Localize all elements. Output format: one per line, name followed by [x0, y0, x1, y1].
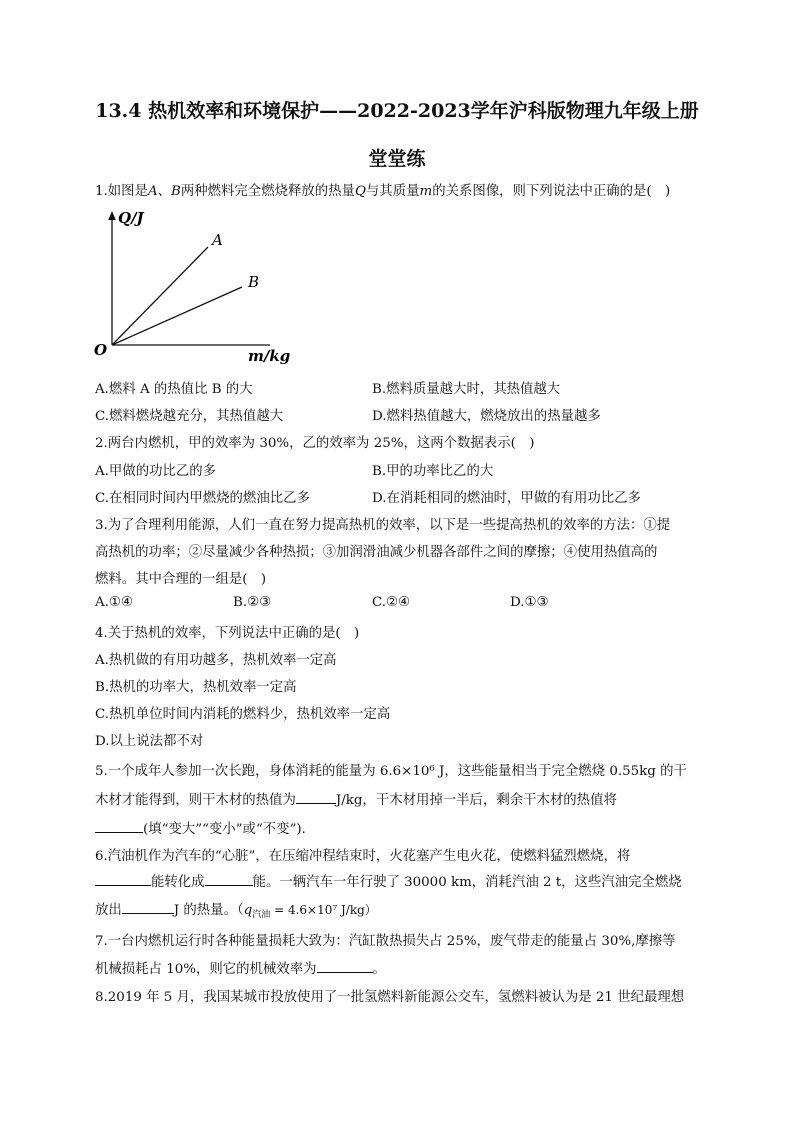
line-a: [112, 247, 208, 345]
q4-option-d: D.以上说法都不对: [95, 734, 204, 749]
q7-blank-1[interactable]: [317, 960, 373, 973]
q5-line2: 木材才能得到，则干木材的热值为 J/kg，干木材用掉一半后，剩余干木材的热值将: [95, 793, 617, 808]
q1-option-b: B.燃料质量越大时，其热值越大: [372, 382, 561, 397]
q6-blank-1[interactable]: [95, 873, 151, 886]
q6-blank-2[interactable]: [205, 873, 253, 886]
origin-label: O: [94, 341, 108, 359]
q7-line1: 7.一台内燃机运行时各种能量损耗大致为：汽缸散热损失占 25%，废气带走的能量占 30%,摩擦等: [95, 934, 676, 949]
q2-option-d: D.在消耗相同的燃油时，甲做的有用功比乙多: [372, 491, 641, 506]
line-b: [112, 287, 242, 345]
line-a-label: A: [212, 231, 223, 249]
q7-line2: 机械损耗占 10%，则它的机械效率为 。: [95, 962, 386, 977]
q3-option-c: C.②④: [372, 595, 411, 610]
q6-line2: 能转化成 能。一辆汽车一年行驶了 30000 km，消耗汽油 2 t，这些汽油完全燃烧: [95, 871, 682, 890]
q3-line1: 3.为了合理利用能源，人们一直在努力提高热机的效率，以下是一些提高热机的效率的方法：①提: [95, 518, 671, 533]
q3-line2: 高热机的功率；②尽量减少各种热损；③加润滑油减少机器各部件之间的摩擦；④使用热值高的: [95, 545, 658, 560]
q6-line1: 6.汽油机作为汽车的“心脏”，在压缩冲程结束时，火花塞产生电火花，使燃料猛烈燃烧，将: [95, 849, 631, 864]
q5-blank-2[interactable]: [95, 820, 143, 833]
q3-option-d: D.①③: [510, 595, 549, 610]
q3-option-b: B.②③: [233, 595, 272, 610]
q2-option-b: B.甲的功率比乙的大: [372, 464, 494, 479]
q6-blank-3[interactable]: [122, 901, 174, 914]
q1-stem: 1.如图是A、B两种燃料完全燃烧释放的热量Q与其质量m的关系图像，则下列说法中正确的是( ): [95, 184, 671, 199]
q1-graph: [90, 205, 300, 365]
q1-option-a: A.燃料 A 的热值比 B 的大: [95, 382, 253, 397]
q2-option-a: A.甲做的功比乙的多: [95, 464, 217, 479]
q2-stem: 2.两台内燃机，甲的效率为 30%，乙的效率为 25%，这两个数据表示( ): [95, 436, 535, 451]
x-axis-label: m/kg: [248, 347, 291, 365]
q1-option-c: C.燃料燃烧越充分，其热值越大: [95, 409, 284, 424]
q3-line3: 燃料。其中合理的一组是( ): [95, 572, 267, 587]
q5-line1: 5.一个成年人参加一次长跑，身体消耗的能量为 6.6×10⁶ J，这些能量相当于完全燃烧 0.55kg 的干: [95, 764, 687, 779]
y-axis-label: Q/J: [118, 209, 144, 227]
q2-option-c: C.在相同时间内甲燃烧的燃油比乙多: [95, 491, 310, 506]
q4-option-c: C.热机单位时间内消耗的燃料少，热机效率一定高: [95, 707, 391, 722]
document-title-line1: 13.4 热机效率和环境保护——2022-2023学年沪科版物理九年级上册: [95, 100, 699, 122]
q6-line3: 放出 J 的热量。（$q_{汽油} = 4.6\times 10^7$ J/kg）: [95, 903, 377, 920]
q5-line3: (填“变大”“变小”或“不变”)．: [95, 818, 315, 837]
q5-blank-1[interactable]: [296, 791, 336, 804]
q3-option-a: A.①④: [95, 595, 133, 610]
document-title-line2: 堂堂练: [368, 148, 426, 170]
q1-option-d: D.燃料热值越大，燃烧放出的热量越多: [372, 409, 601, 424]
q8-line1: 8.2019 年 5 月，我国某城市投放使用了一批氢燃料新能源公交车，氢燃料被认为是 21 世纪最理想: [95, 990, 685, 1005]
q4-option-b: B.热机的功率大，热机效率一定高: [95, 680, 297, 695]
line-b-label: B: [248, 273, 260, 291]
q4-option-a: A.热机做的有用功越多，热机效率一定高: [95, 653, 337, 668]
q4-stem: 4.关于热机的效率，下列说法中正确的是( ): [95, 626, 360, 641]
